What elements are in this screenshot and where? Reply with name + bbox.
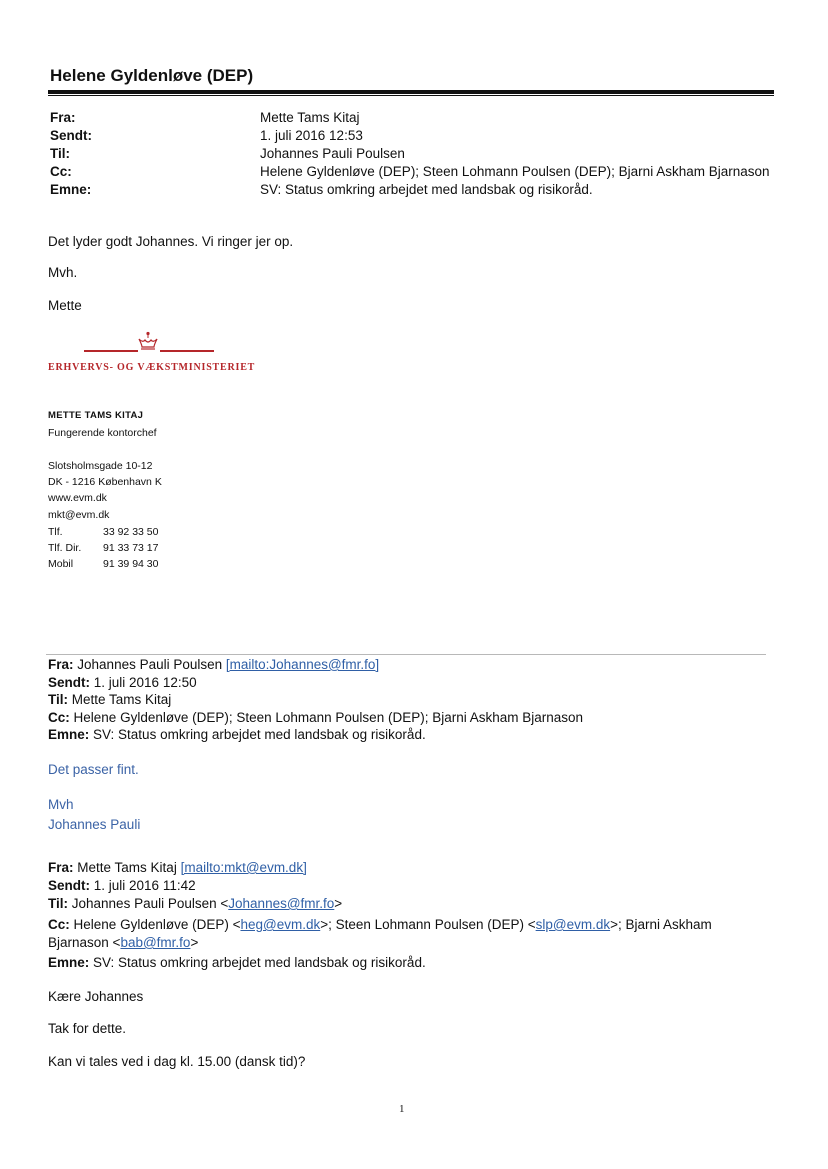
to-value: Johannes Pauli Poulsen: [260, 146, 405, 161]
cc-email-link[interactable]: heg@evm.dk: [240, 917, 321, 932]
quote1-sent: Sendt: 1. juli 2016 12:50: [48, 675, 197, 690]
title-rule-thin: [48, 95, 774, 96]
title-rule: [48, 90, 774, 94]
direct-phone-label: Tlf. Dir.: [48, 542, 82, 554]
mobile-label: Mobil: [48, 558, 74, 570]
sent-value: 1. juli 2016 12:53: [260, 128, 363, 143]
logo-line-left: [84, 350, 138, 352]
signature-role: Fungerende kontorchef: [48, 427, 157, 439]
ministry-logo-text: ERHVERVS- OG VÆKSTMINISTERIET: [48, 362, 256, 373]
cc-email-link[interactable]: slp@evm.dk: [535, 917, 611, 932]
quote2-body-line: Kan vi tales ved i dag kl. 15.00 (dansk tid)?: [48, 1054, 306, 1069]
quote-separator: [46, 654, 766, 655]
from-value: Mette Tams Kitaj: [260, 110, 360, 125]
direct-phone-value: 91 33 73 17: [103, 542, 159, 554]
document-title: Helene Gyldenløve (DEP): [50, 66, 254, 85]
signature-email: mkt@evm.dk: [48, 509, 110, 521]
quote1-body-line: Johannes Pauli: [48, 817, 141, 832]
quote1-cc: Cc: Helene Gyldenløve (DEP); Steen Lohmann Poulsen (DEP); Bjarni Askham Bjarnason: [48, 710, 584, 725]
body-line: Mette: [48, 298, 82, 313]
quote2-cc-cont: Bjarnason <bab@fmr.fo>: [48, 935, 199, 950]
quote2-sent: Sendt: 1. juli 2016 11:42: [48, 878, 196, 893]
quote2-subject: Emne: SV: Status omkring arbejdet med landsbak og risikoråd.: [48, 955, 426, 970]
signature-address2: DK - 1216 København K: [48, 476, 162, 488]
quote1-body-line: Det passer fint.: [48, 762, 139, 777]
quote2-to-email-link[interactable]: Johannes@fmr.fo: [228, 896, 335, 911]
quote1-subject: Emne: SV: Status omkring arbejdet med landsbak og risikoråd.: [48, 727, 426, 742]
to-label: Til:: [50, 146, 70, 161]
quote2-body-line: Kære Johannes: [48, 989, 144, 1004]
quote2-to: Til: Johannes Pauli Poulsen <Johannes@fmr.fo>: [48, 896, 343, 911]
quote1-from: Fra: Johannes Pauli Poulsen [mailto:Johannes@fmr.fo]: [48, 657, 380, 672]
cc-value: Helene Gyldenløve (DEP); Steen Lohmann Poulsen (DEP); Bjarni Askham Bjarnason: [260, 164, 770, 179]
quote2-mailto-link[interactable]: [mailto:mkt@evm.dk]: [180, 860, 307, 875]
phone-value: 33 92 33 50: [103, 526, 159, 538]
cc-email-link[interactable]: bab@fmr.fo: [120, 935, 191, 950]
quote1-mailto-link[interactable]: [mailto:Johannes@fmr.fo]: [225, 657, 380, 672]
quote1-to: Til: Mette Tams Kitaj: [48, 692, 172, 707]
phone-label: Tlf.: [48, 526, 63, 538]
mobile-value: 91 39 94 30: [103, 558, 159, 570]
cc-label: Cc:: [50, 164, 72, 179]
page-number: 1: [399, 1103, 405, 1115]
body-line: Mvh.: [48, 265, 78, 280]
logo-line-right: [160, 350, 214, 352]
quote1-body-line: Mvh: [48, 797, 74, 812]
quote2-cc: Cc: Helene Gyldenløve (DEP) <heg@evm.dk>; Steen Lohmann Poulsen (DEP) <slp@evm.dk>; Bjarni Askham: [48, 917, 712, 932]
signature-address1: Slotsholmsgade 10-12: [48, 460, 153, 472]
sent-label: Sendt:: [50, 128, 92, 143]
quote2-body-line: Tak for dette.: [48, 1021, 127, 1036]
crown-icon: [136, 331, 160, 351]
subject-value: SV: Status omkring arbejdet med landsbak og risikoråd.: [260, 182, 593, 197]
from-label: Fra:: [50, 110, 76, 125]
subject-label: Emne:: [50, 182, 92, 197]
signature-name: METTE TAMS KITAJ: [48, 410, 144, 421]
body-line: Det lyder godt Johannes. Vi ringer jer op.: [48, 234, 294, 249]
signature-web: www.evm.dk: [48, 492, 107, 504]
quote2-from: Fra: Mette Tams Kitaj [mailto:mkt@evm.dk]: [48, 860, 307, 875]
